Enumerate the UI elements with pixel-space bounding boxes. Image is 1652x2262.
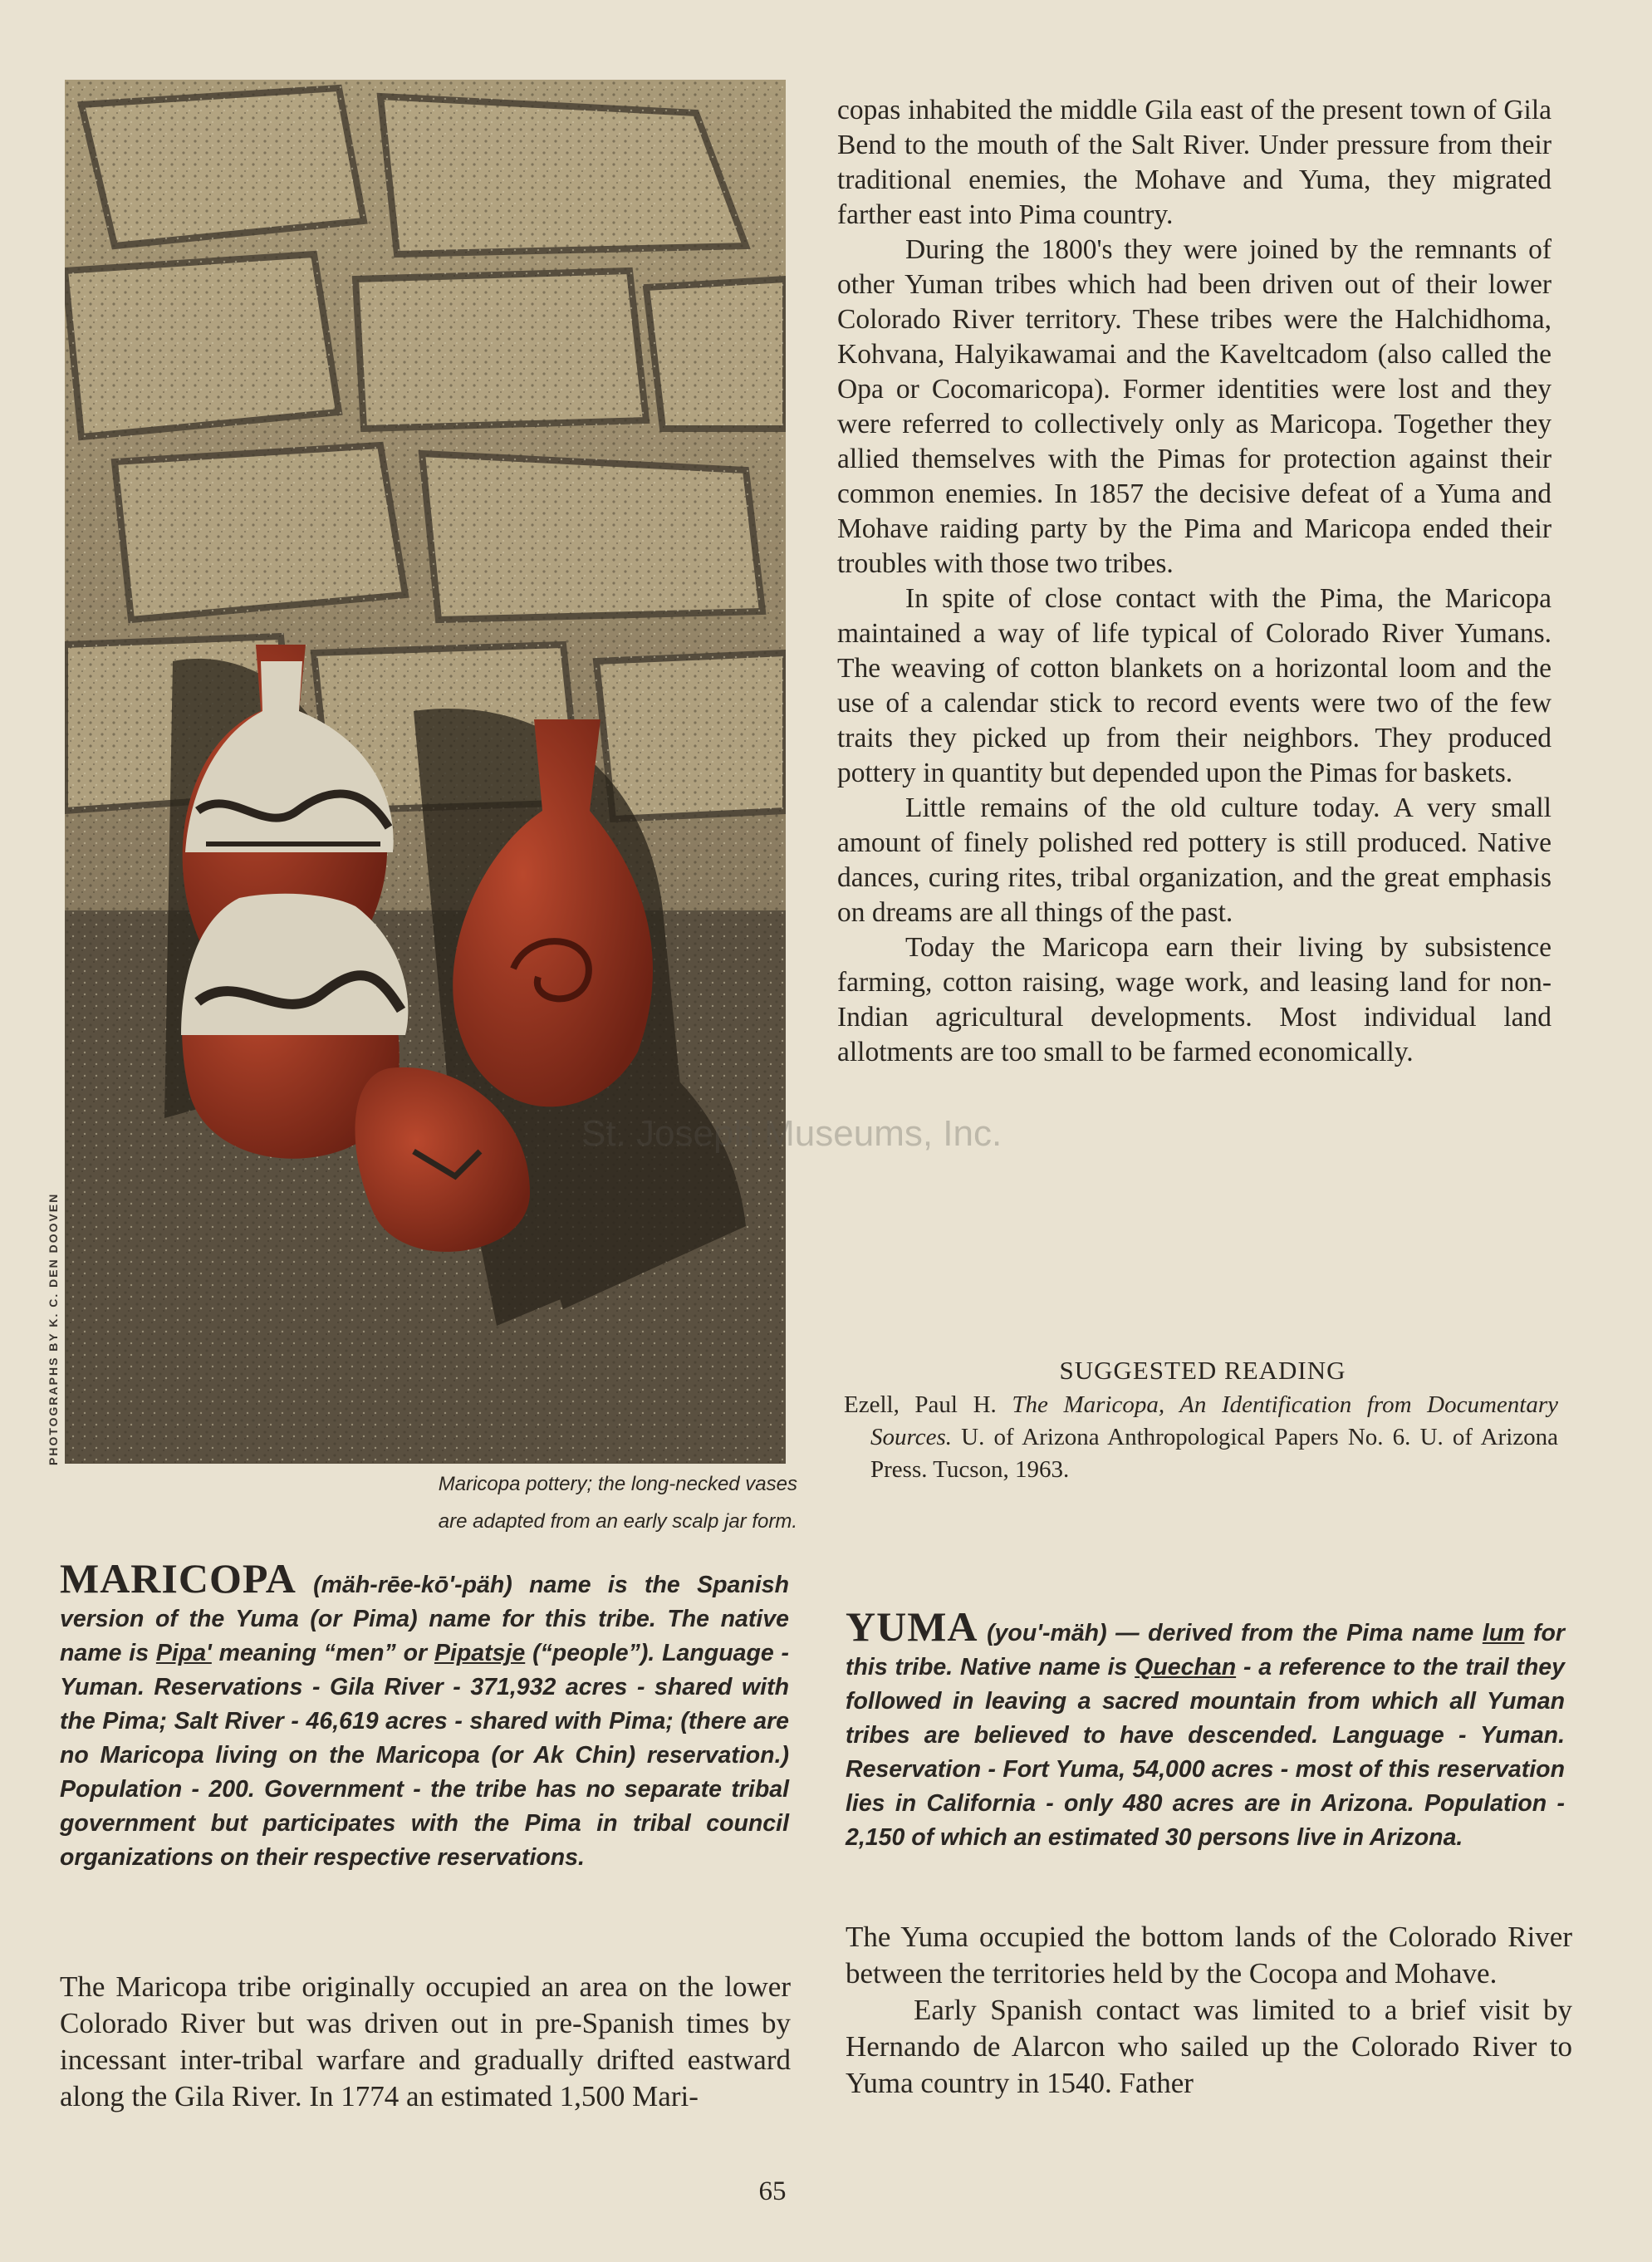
intro-text: - a reference to the trail they followed in leaving a sacred mountain from which all Yuman tribes are believed to have descended. Language - Yuman. Reservation - Fort Yuma, 54,000 acres - most of this reservation lies in California - only 480 acres are in Arizona. Population - 2,150 of which an estimated 30 persons live in Arizona. <box>846 1654 1565 1851</box>
ref-title: The Maricopa, An Identification from Documentary Sources. <box>870 1391 1559 1450</box>
watermark: St. Joseph Museums, Inc. <box>581 1113 1002 1154</box>
pronunciation: (mäh-rēe-kō'-päh) <box>313 1572 512 1598</box>
intro-text: — derived from the Pima name <box>1115 1620 1474 1646</box>
suggested-reading-heading: SUGGESTED READING <box>1059 1356 1346 1385</box>
intro-text: (“people”). Language - Yuman. Reservations - Gila River - 371,932 acres - shared with the Pima; Salt River - 46,619 acres - shared with Pima; (there are no Maricopa living on the Maricopa (or Ak Chin) reservation.) Population - 200. Government - the tribe has no separate tribal government but participates with the Pima in tribal council organizations on their respective reservations. <box>60 1640 790 1871</box>
page-number: 65 <box>758 2176 787 2206</box>
maricopa-entry-header <box>60 1555 790 1875</box>
pottery-photograph <box>65 80 786 1464</box>
paragraph: Little remains of the old culture today. A very small amount of finely polished red pottery is still produced. Native dances, curing rites, tribal organization, and the great emphasis on dreams are all things of the past. <box>837 792 1552 928</box>
paragraph: Today the Maricopa earn their living by subsistence farming, cotton raising, wage work, and leasing land for non-Indian agricultural developments. Most individual land allotments are too small to be farmed economically. <box>837 932 1552 1067</box>
yuma-body <box>846 1919 1572 2102</box>
caption-line: are adapted from an early scalp jar form. <box>438 1510 797 1533</box>
intro-text: meaning “men” or <box>218 1640 428 1666</box>
intro-text: for this tribe. Native name is <box>846 1620 1566 1681</box>
photo-credit: PHOTOGRAPHS BY K. C. DEN DOOVEN <box>47 1192 60 1465</box>
native-name: Quechan <box>1135 1654 1237 1681</box>
native-name: Pipatsje <box>434 1640 526 1666</box>
native-name: Pipa' <box>155 1640 212 1666</box>
paragraph: copas inhabited the middle Gila east of the present town of Gila Bend to the mouth of the Salt River. Under pressure from their traditional enemies, the Mohave and Yuma, they migrated farther east into Pima country. <box>837 95 1552 230</box>
yuma-entry-header <box>846 1603 1566 1855</box>
pottery-illustration <box>65 80 786 1464</box>
caption-line: Maricopa pottery; the long-necked vases <box>438 1473 797 1495</box>
tribe-name-yuma: YUMA <box>846 1603 978 1650</box>
suggested-reading-reference <box>844 1389 1558 1486</box>
photo-caption <box>274 1465 797 1540</box>
intro-text: name is the Spanish version of the Yuma (or Pima) name for this tribe. The native name is <box>60 1572 789 1666</box>
paragraph: In spite of close contact with the Pima, the Maricopa maintained a way of life typical of Colorado River Yumans. The weaving of cotton blankets on a horizontal loom and the use of a calendar stick to record events were two of the few traits they picked up from their neighbors. They produced pottery in quantity but depended upon the Pimas for baskets. <box>837 583 1552 788</box>
paragraph: The Maricopa tribe originally occupied an area on the lower Colorado River but was driven out in pre-Spanish times by incessant inter-tribal warfare and gradually drifted eastward along the Gila River. In 1774 an estimated 1,500 Mari- <box>60 1970 791 2112</box>
ref-publisher: U. of Arizona Anthropological Papers No. 6. U. of Arizona Press. Tucson, 1963. <box>870 1424 1559 1483</box>
paragraph: During the 1800's they were joined by the remnants of other Yuman tribes which had been driven out of their lower Colorado River territory. These tribes were the Halchidhoma, Kohvana, Halyikawamai and the Kaveltcadom (also called the Opa or Cocomaricopa). Former identities were lost and they were referred to collectively only as Maricopa. Together they allied themselves with the Pimas for protection against their common enemies. In 1857 the decisive defeat of a Yuma and Mohave raiding party by the Pima and Maricopa ended their troubles with those two tribes. <box>837 234 1552 579</box>
paragraph: The Yuma occupied the bottom lands of the Colorado River between the territories held by the Cocopa and Mohave. <box>846 1921 1572 1990</box>
pronunciation: (you'-mäh) <box>987 1620 1107 1646</box>
ref-author: Ezell, Paul H. <box>844 1391 997 1418</box>
maricopa-continuation <box>837 93 1552 1070</box>
paragraph: Early Spanish contact was limited to a brief visit by Hernando de Alarcon who sailed up the Colorado River to Yuma country in 1540. Father <box>846 1994 1572 2099</box>
tribe-name-maricopa: MARICOPA <box>60 1555 297 1602</box>
native-name: lum <box>1482 1620 1525 1646</box>
maricopa-body <box>60 1969 791 2115</box>
